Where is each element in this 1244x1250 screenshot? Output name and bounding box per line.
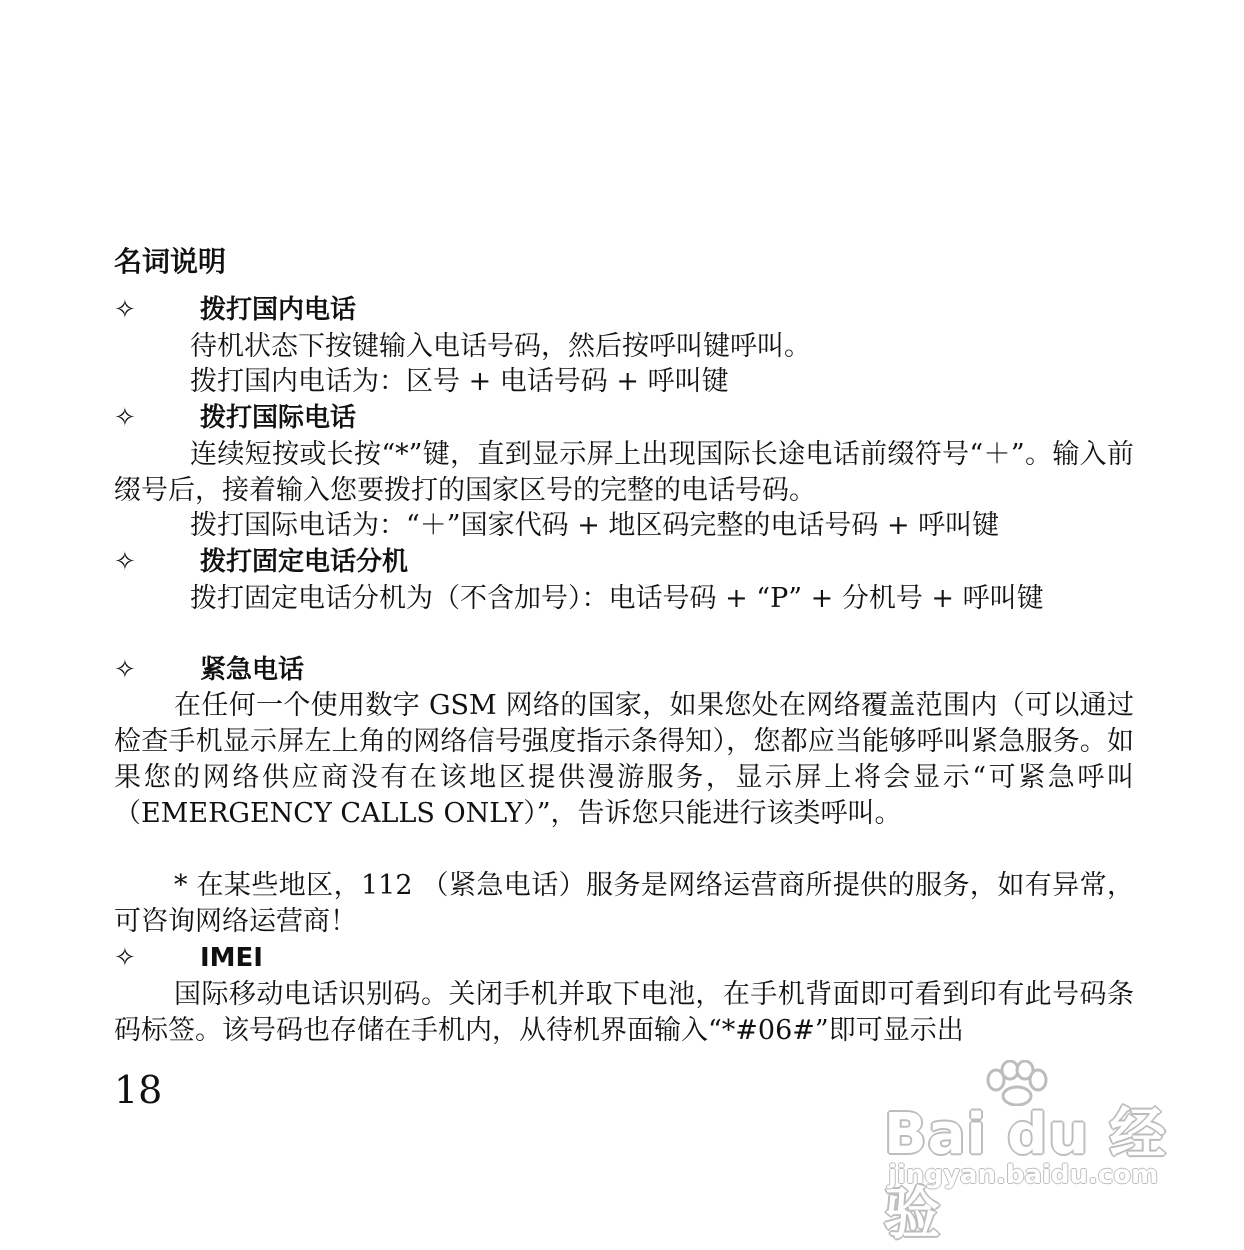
body-paragraph: * 在某些地区，112 （紧急电话）服务是网络运营商所提供的服务，如有异常，可咨询网络运营商！	[114, 870, 1134, 937]
section-heading-international-call	[114, 400, 356, 436]
body-text-line: 拨打国内电话为：区号 + 电话号码 + 呼叫键	[190, 366, 729, 397]
diamond-bullet-icon: ✧	[114, 547, 136, 577]
watermark-url: jingyan.baidu.com	[888, 1160, 1159, 1190]
body-text-line: 拨打国际电话为：“＋”国家代码 + 地区码完整的电话号码 + 呼叫键	[190, 510, 1000, 541]
section-title: 拨打固定电话分机	[200, 547, 409, 577]
section-heading-emergency-call	[114, 652, 304, 688]
diamond-bullet-icon: ✧	[114, 655, 136, 685]
section-heading-imei	[114, 940, 263, 976]
section-title: 拨打国际电话	[200, 403, 357, 433]
section-heading-domestic-call	[114, 292, 356, 328]
diamond-bullet-icon: ✧	[114, 943, 136, 973]
body-text-line: 待机状态下按键输入电话号码，然后按呼叫键呼叫。	[190, 331, 811, 362]
diamond-bullet-icon: ✧	[114, 295, 136, 325]
diamond-bullet-icon: ✧	[114, 403, 136, 433]
body-paragraph: 在任何一个使用数字 GSM 网络的国家，如果您处在网络覆盖范围内（可以通过检查手机显示屏左上角的网络信号强度指示条得知），您都应当能够呼叫紧急服务。如果您的网络供应商没有在该地区提供漫游服务，显示屏上将会显示“可紧急呼叫（EMERGENCY CALLS ONLY）”，告诉您只能进行该类呼叫。	[114, 690, 1134, 829]
watermark-brand: Bai du 经验	[884, 1102, 1167, 1247]
section-title: 拨打国内电话	[200, 295, 357, 325]
page-title: 名词说明	[114, 245, 227, 278]
body-paragraph: 拨打固定电话分机为（不含加号）：电话号码 + “P” + 分机号 + 呼叫键	[190, 583, 1044, 614]
section-title: IMEI	[200, 943, 263, 973]
page-number: 18	[114, 1068, 163, 1112]
section-heading-extension-call	[114, 544, 408, 580]
baidu-watermark	[884, 1060, 1174, 1247]
body-paragraph: 国际移动电话识别码。关闭手机并取下电池，在手机背面即可看到印有此号码条码标签。该号码也存储在手机内，从待机界面输入“*#06#”即可显示出	[114, 979, 1134, 1046]
section-title: 紧急电话	[200, 655, 305, 685]
body-paragraph: 连续短按或长按“*”键，直到显示屏上出现国际长途电话前缀符号“＋”。输入前缀号后，接着输入您要拨打的国家区号的完整的电话号码。	[114, 439, 1134, 506]
